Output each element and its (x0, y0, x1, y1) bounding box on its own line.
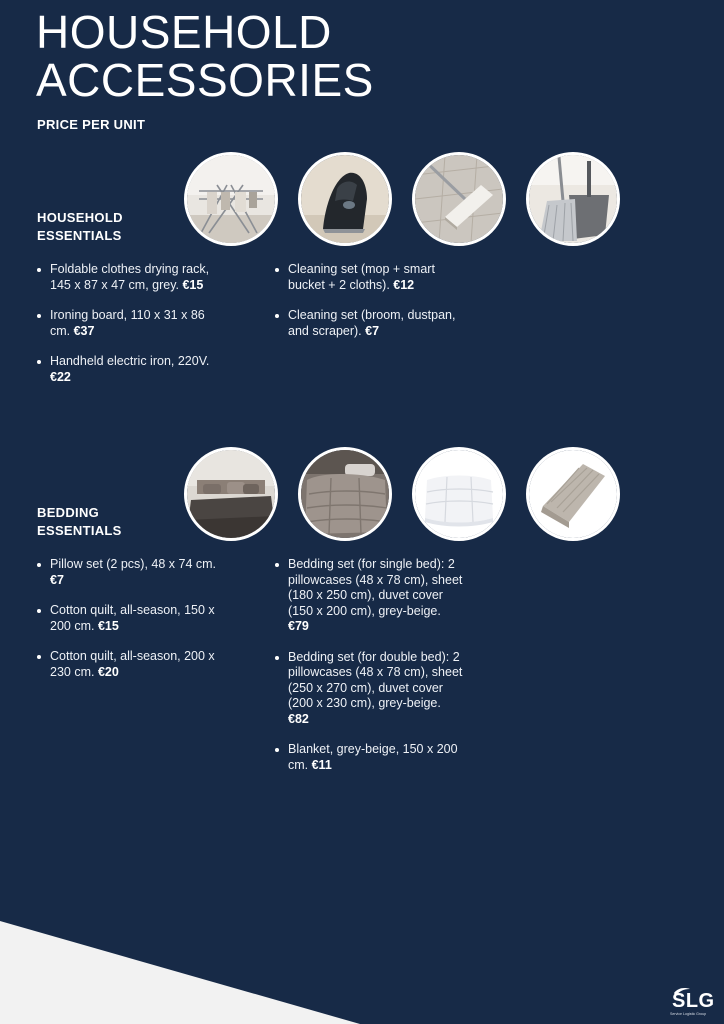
list-item (37, 354, 222, 385)
item-price: €15 (97, 618, 119, 633)
item-price: €22 (50, 369, 71, 384)
bedding-list-col-1 (37, 557, 222, 695)
item-description: Bedding set (for double bed): 2 pillowcases (48 x 78 cm), sheet (250 x 270 cm), duvet cover (200 x 230 cm), grey-beige. (288, 649, 463, 710)
item-price: €37 (73, 323, 95, 338)
slg-logo (668, 984, 722, 1022)
household-list-col-2 (275, 262, 465, 354)
item-price: €7 (365, 323, 380, 338)
item-description: Foldable clothes drying rack, 145 x 87 x 47 cm, grey. (50, 262, 210, 292)
bedding-title-line-1: BEDDING (37, 505, 100, 520)
item-description: Cotton quilt, all-season, 200 x 230 cm. (50, 649, 215, 679)
logo-tagline: Service Logistic Group (670, 1012, 707, 1016)
bedding-title-line-2: ESSENTIALS (37, 523, 122, 538)
item-description: Bedding set (for single bed): 2 pillowcases (48 x 78 cm), sheet (180 x 250 cm), duvet cover (150 x 200 cm), grey-beige. (288, 557, 463, 618)
list-item (37, 262, 222, 293)
bed-photo (184, 447, 278, 541)
item-description: Cleaning set (broom, dustpan, and scraper). (288, 308, 456, 338)
list-item (37, 603, 222, 634)
page-subtitle: PRICE PER UNIT (37, 117, 146, 132)
household-list-col-1 (37, 262, 222, 400)
item-price: €7 (50, 572, 64, 587)
item-price: €15 (182, 277, 204, 292)
household-section-title (37, 209, 123, 245)
list-item (37, 308, 222, 339)
item-description: Pillow set (2 pcs), 48 x 74 cm. (50, 557, 217, 571)
item-price: €82 (288, 711, 309, 726)
list-item (275, 650, 465, 728)
broom-dustpan-photo (526, 152, 620, 246)
list-item (275, 308, 465, 339)
item-price: €11 (311, 757, 332, 772)
list-item (275, 262, 465, 293)
list-item (275, 742, 465, 773)
list-item (275, 557, 465, 635)
page-title-line-2: ACCESSORIES (36, 54, 374, 106)
item-description: Blanket, grey-beige, 150 x 200 cm. (288, 742, 458, 772)
item-price: €20 (97, 664, 119, 679)
bedding-section-title (37, 504, 122, 540)
page-title (36, 8, 374, 104)
item-description: Cotton quilt, all-season, 150 x 200 cm. (50, 603, 215, 633)
mop-photo (412, 152, 506, 246)
item-description: Handheld electric iron, 220V. (50, 354, 210, 368)
bedding-list-col-2 (275, 557, 465, 788)
household-title-line-1: HOUSEHOLD (37, 210, 123, 225)
household-title-line-2: ESSENTIALS (37, 228, 122, 243)
blanket-photo (526, 447, 620, 541)
white-quilt-photo (412, 447, 506, 541)
item-description: Ironing board, 110 x 31 x 86 cm. (50, 308, 205, 338)
page-title-line-1: HOUSEHOLD (36, 6, 332, 58)
steam-iron-photo (298, 152, 392, 246)
list-item (37, 649, 222, 680)
drying-rack-photo (184, 152, 278, 246)
item-description: Cleaning set (mop + smart bucket + 2 cloths). (288, 262, 435, 292)
duvet-photo (298, 447, 392, 541)
list-item (37, 557, 222, 588)
logo-letters: SLG (672, 990, 715, 1012)
item-price: €79 (288, 619, 309, 633)
item-price: €12 (393, 277, 415, 292)
